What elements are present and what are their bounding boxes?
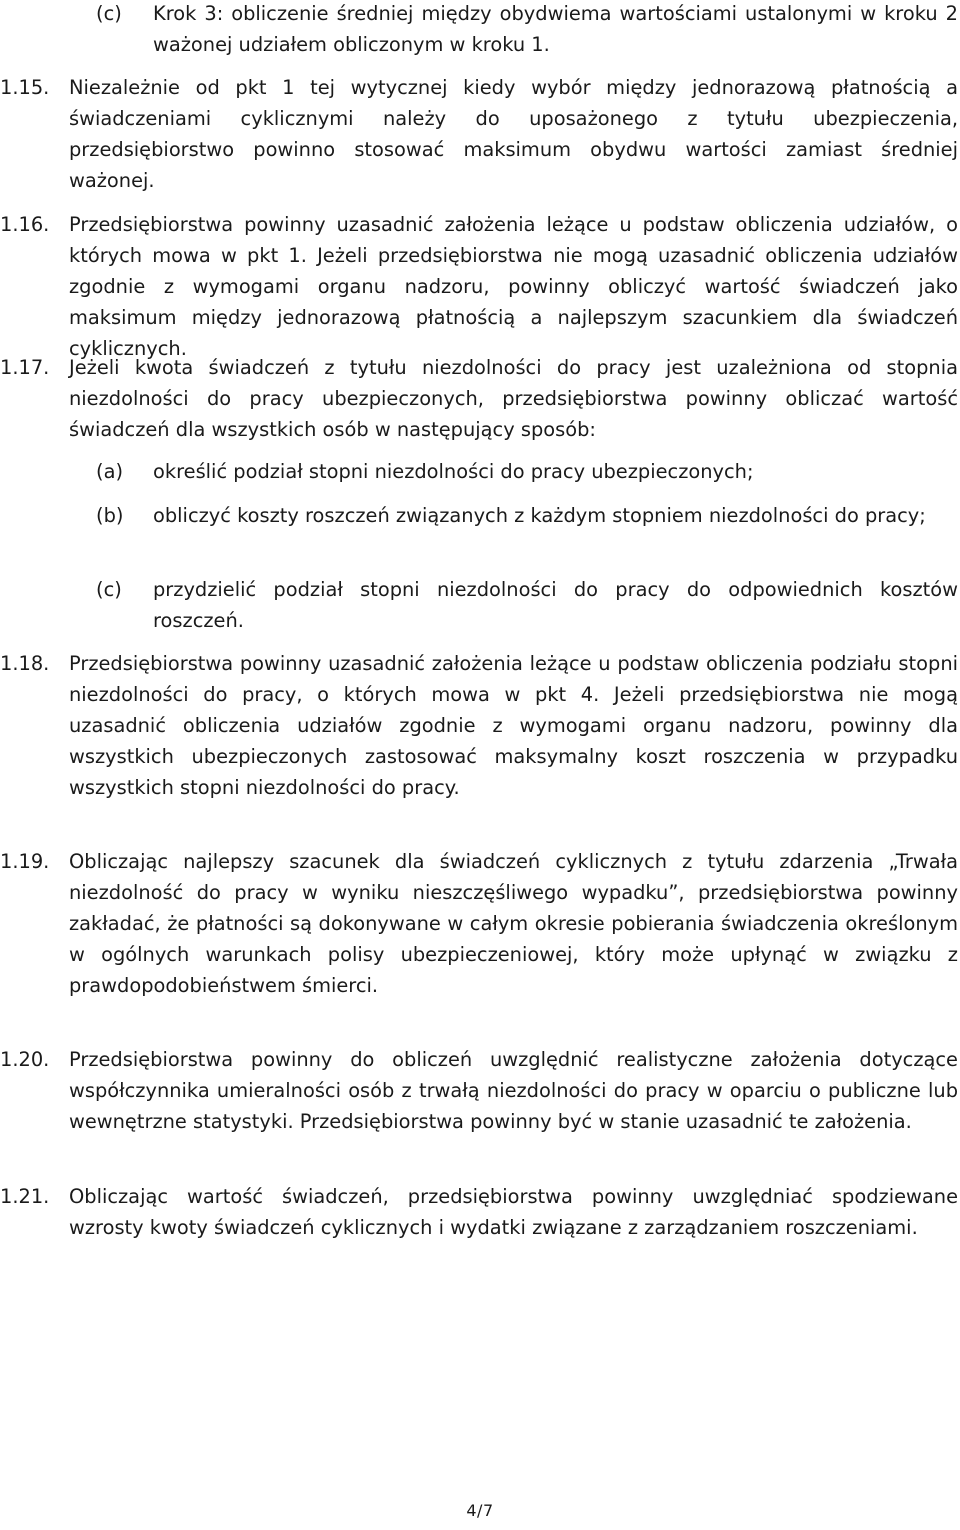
item-number: 1.21. xyxy=(0,1185,50,1208)
item-text: Jeżeli kwota świadczeń z tytułu niezdolności do pracy jest uzależniona od stopnia niezdolności do pracy ubezpieczonych, przedsiębiorstwa powinny obliczać wartość świadczeń dla wszystkich osób w następujący sposób: xyxy=(69,356,958,441)
item-number: 1.20. xyxy=(0,1048,50,1071)
item-text: określić podział stopni niezdolności do pracy ubezpieczonych; xyxy=(153,460,754,483)
item-number: 1.18. xyxy=(0,652,50,675)
item-text: Niezależnie od pkt 1 tej wytycznej kiedy wybór między jednorazową płatnością a świadczeniami cyklicznymi należy do uposażonego z tytułu ubezpieczenia, przedsiębiorstwo powinno stosować maksimum obydwu wartości zamiast średniej ważonej. xyxy=(69,76,958,192)
item-text: Obliczając wartość świadczeń, przedsiębiorstwa powinny uwzględniać spodziewane wzrosty kwoty świadczeń cyklicznych i wydatki związane z zarządzaniem roszczeniami. xyxy=(69,1185,958,1239)
item-number: (c) xyxy=(96,578,122,601)
item-text: przydzielić podział stopni niezdolności do pracy do odpowiednich kosztów roszczeń. xyxy=(153,578,958,632)
item-text: obliczyć koszty roszczeń związanych z każdym stopniem niezdolności do pracy; xyxy=(153,504,926,527)
item-number: 1.19. xyxy=(0,850,50,873)
item-number: (b) xyxy=(96,504,124,527)
page-number: 4/7 xyxy=(466,1501,494,1520)
item-number: (a) xyxy=(96,460,124,483)
item-number: 1.16. xyxy=(0,213,50,236)
item-text: Obliczając najlepszy szacunek dla świadczeń cyklicznych z tytułu zdarzenia „Trwała niezdolność do pracy w wyniku nieszczęśliwego wypadku”, przedsiębiorstwa powinny zakładać, że płatności są dokonywane w całym okresie pobierania świadczenia określonym w ogólnych warunkach polisy ubezpieczeniowej, który może upłynąć w związku z prawdopodobieństwem śmierci. xyxy=(69,850,958,997)
item-text: Przedsiębiorstwa powinny uzasadnić założenia leżące u podstaw obliczenia podziału stopni niezdolności do pracy, o których mowa w pkt 4. Jeżeli przedsiębiorstwa nie mogą uzasadnić obliczenia udziałów zgodnie z wymogami organu nadzoru, powinny dla wszystkich ubezpieczonych zastosować maksymalny koszt roszczenia w przypadku wszystkich stopni niezdolności do pracy. xyxy=(69,652,958,799)
item-text: Przedsiębiorstwa powinny uzasadnić założenia leżące u podstaw obliczenia udziałów, o których mowa w pkt 1. Jeżeli przedsiębiorstwa nie mogą uzasadnić obliczenia udziałów zgodnie z wymogami organu nadzoru, powinny obliczyć wartość świadczeń jako maksimum między jednorazową płatnością a najlepszym szacunkiem dla świadczeń cyklicznych. xyxy=(69,213,958,360)
item-text: Krok 3: obliczenie średniej między obydwiema wartościami ustalonymi w kroku 2 ważonej udziałem obliczonym w kroku 1. xyxy=(153,2,958,56)
item-number: 1.17. xyxy=(0,356,50,379)
item-number: 1.15. xyxy=(0,76,50,99)
item-text: Przedsiębiorstwa powinny do obliczeń uwzględnić realistyczne założenia dotyczące współczynnika umieralności osób z trwałą niezdolności do pracy w oparciu o publiczne lub wewnętrzne statystyki. Przedsiębiorstwa powinny być w stanie uzasadnić te założenia. xyxy=(69,1048,958,1133)
item-number: (c) xyxy=(96,2,122,25)
